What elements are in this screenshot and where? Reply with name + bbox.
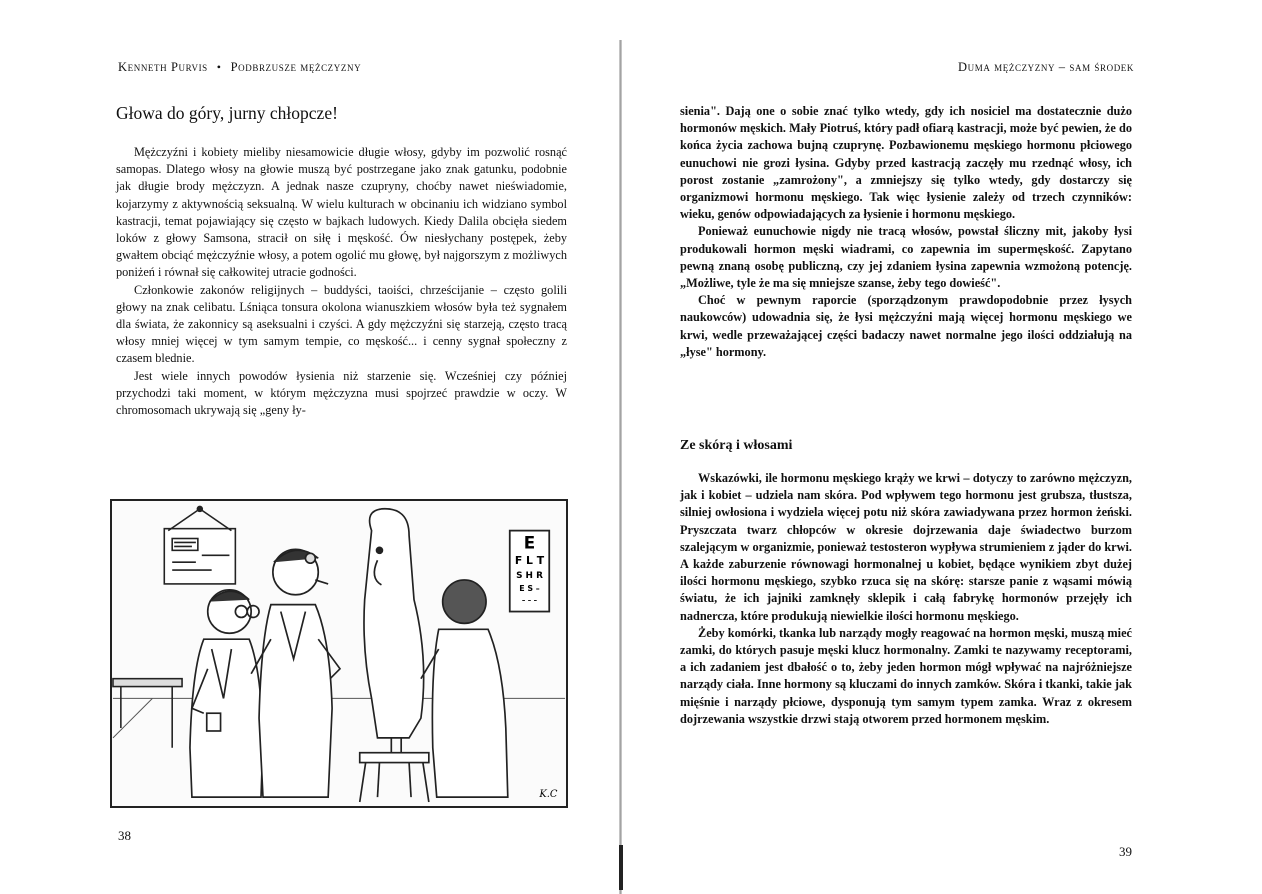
paragraph: Członkowie zakonów religijnych – buddyści, taoiści, chrześcijanie – często golili głowy na znak celibatu. Lśniąca tonsura okolona wianuszkiem włosów była też sygnałem dla świata, że zakonnicy są aseksualni i czyści. A gdy mężczyźni się starzeją, często tracą włosy mniej więcej w tym samym tempie, co męskość... i cenny sygnał społeczny z czasem blednie. xyxy=(116,282,567,366)
paragraph: Ponieważ eunuchowie nigdy nie tracą włosów, powstał śliczny mit, jakoby łysi produkowali hormon męski wiadrami, co zapewnia im supermęskość. Zapytano pewną znaną osobę publiczną, czy jej zdaniem łysina zapewnia wzmożoną potencję. „Możliwe, tyle że ma się mniejsze szanse, żeby tego dowieść". xyxy=(680,224,1132,291)
eye-chart-line-5: – – – xyxy=(521,596,538,605)
eye-chart-line-1: E xyxy=(523,532,536,553)
paragraph: Mężczyźni i kobiety mieliby niesamowicie długie włosy, gdyby im pozwolić rosnąć samopas. Dlatego włosy na głowie muszą być postrzegane jako znak gatunku, podobnie jak długie brody mężczyzn. A jednak nasze czupryny, choćby nawet nieświadomie, kojarzymy z aktywnością seksualną. W wielu kulturach w obcinaniu ich widziano symbol kastracji, temat pojawiający się często w bajkach ludowych. Kiedy Dalila obcięła siedem loków z głowy Samsona, stracił on siłę i męskość. Ów niesłychany postępek, żeby gwałtem obciąć mężczyźnie włosy, a potem ogolić mu głowę, był najgorszym z możliwych poniżeń i równał się całkowitej utracie godności. xyxy=(116,145,567,280)
illustration-signature: K.C xyxy=(539,789,558,801)
page-number-left: 38 xyxy=(118,828,131,843)
doctor-figure-left-icon xyxy=(190,590,263,797)
doctor-figure-middle-icon xyxy=(251,549,340,797)
table-icon xyxy=(113,679,182,748)
chapter-title: Głowa do góry, jurny chłopcze! xyxy=(116,103,338,123)
right-body-text-top xyxy=(680,103,1132,361)
eye-chart-line-2: F L T xyxy=(514,554,545,568)
paragraph: Wskazówki, ile hormonu męskiego krąży we krwi – dotyczy to zarówno mężczyzn, jak i kobiet – udziela nam skóra. Pod wpływem tego hormonu jest grubsza, tłustsza, silniej owłosiona i wydziela więcej potu niż skóra zawiadywana przez hormon żeński. Pryszczata twarz chłopców w okresie dojrzewania daje świadectwo burzom szalejącym w organizmie, ponieważ testosteron wypływa strumieniem z jąder do krwi. A każde zaburzenie równowagi hormonalnej u kobiet, będące wynikiem zbyt dużej ilości hormonu męskiego, szybko rzuca się na skórę: starsze panie z wąsami mówią światu, że ich jajniki zamknęły sklepik i całą fabrykę hormonów przejęły ich nadnercza, które produkują niewielkie ilości hormonu męskiego. xyxy=(680,471,1132,623)
paragraph: sienia". Dają one o sobie znać tylko wtedy, gdy ich nosiciel ma dostatecznie dużo hormonów męskich. Mały Piotruś, który padł ofiarą kastracji, może być pewien, że do końca życia zachowa bujną czuprynę. Pozbawionemu męskiego hormonu płciowego eunuchowi nie grozi łysina. Gdyby przed kastracją zaczęły mu rzednąć włosy, ich porost zostanie „zamrożony", a zmniejszy się tylko wtedy, gdy dostarczy się organizmowi hormonu męskiego. Tak więc łysienie zależy od trzech czynników: wieku, genów odpowiadających za łysienie i hormonu męskiego. xyxy=(680,104,1132,222)
doctor-figure-right-icon xyxy=(421,580,508,797)
cartoon-drawing xyxy=(112,501,566,806)
paragraph: Żeby komórki, tkanka lub narządy mogły reagować na hormon męski, muszą mieć zamki, do których pasuje męski klucz hormonalny. Zamki te nazywamy receptorami, a ich zadaniem jest dbałość o to, żeby jeden hormon mógł wpływać na najróżniejsze narządy ciała. Inne hormony są kluczami do innych zamków. Skóra i tkanki, takie jak mięśnie i narządy płciowe, dysponują tym samym typem zamka. Wraz z okresem dojrzewania wszystkie drzwi stają otworem przed hormonem męskim. xyxy=(680,625,1132,726)
eye-chart-line-4: E S – xyxy=(519,583,540,593)
eye-chart-icon xyxy=(510,531,549,612)
right-running-head: Duma mężczyzny – sam środek xyxy=(958,60,1134,74)
right-body-text-bottom xyxy=(680,470,1132,728)
right-page xyxy=(625,0,1262,894)
running-head-book-title: Podbrzusze mężczyzny xyxy=(230,60,362,74)
book-gutter xyxy=(619,40,622,894)
left-running-head xyxy=(118,60,361,75)
left-page xyxy=(0,0,615,894)
eye-chart-line-3: S H R xyxy=(516,570,543,581)
book-gutter-shadow xyxy=(619,845,623,890)
section-title: Ze skórą i włosami xyxy=(680,438,793,453)
cartoon-illustration xyxy=(110,499,568,808)
left-body-text xyxy=(116,144,567,419)
wall-poster-icon xyxy=(164,506,235,583)
running-head-separator: • xyxy=(216,60,222,74)
running-head-author: Kenneth Purvis xyxy=(118,60,208,74)
patient-figure-icon xyxy=(360,509,429,802)
paragraph: Choć w pewnym raporcie (sporządzonym prawdopodobnie przez łysych naukowców) udowadnia się, że łysi mężczyźni mają więcej hormonu męskiego we krwi, wedle przeważającej części badaczy nawet normalne jego ilości oddziałują na „łyse" hormony. xyxy=(680,293,1132,359)
page-number-right: 39 xyxy=(1119,844,1132,859)
paragraph: Jest wiele innych powodów łysienia niż starzenie się. Wcześniej czy później przychodzi taki moment, w którym mężczyzna musi spojrzeć prawdzie w oczy. W chromosomach ukrywają się „geny ły- xyxy=(116,368,567,418)
